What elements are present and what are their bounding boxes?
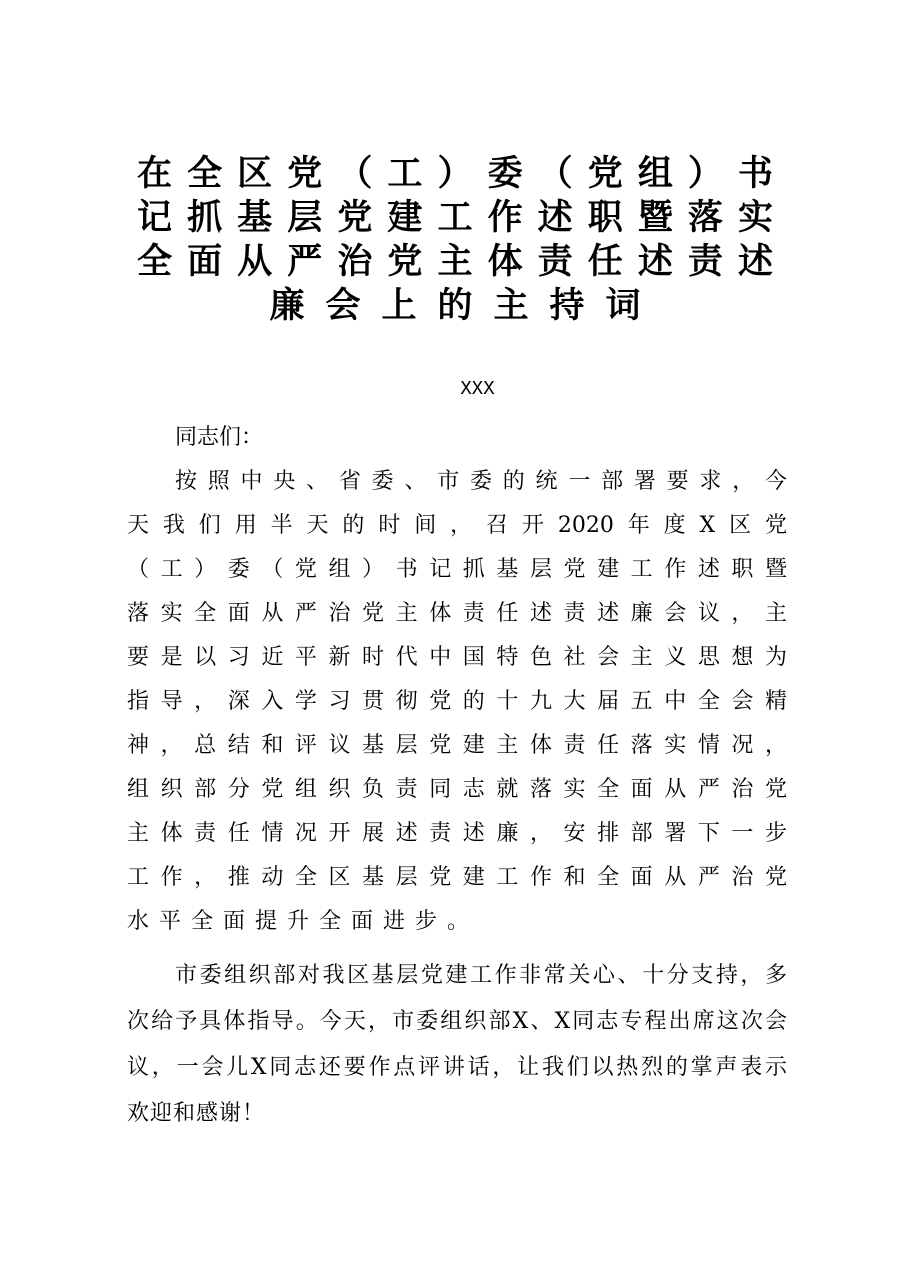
text-line: 要是以习近平新时代中国特色社会主义思想为 [127, 645, 787, 670]
text-line: 水平全面提升全面进步。 [127, 909, 480, 934]
text-line: 指导，深入学习贯彻党的十九大届五中全会精 [127, 689, 787, 714]
paragraph-1 [127, 460, 787, 944]
title-line: 记抓基层党建工作述职暨落实 [137, 198, 773, 238]
text-line: 市委组织部对我区基层党建工作非常关心、十分支持，多 [175, 963, 787, 988]
text-line: 次给予具体指导。今天，市委组织部X、X同志专程出席这次会 [127, 1009, 787, 1034]
salutation: 同志们： [175, 425, 264, 450]
paragraph-2 [127, 953, 787, 1137]
text-line: 天我们用半天的时间，召开2020年度X区党 [127, 513, 787, 538]
document-title [137, 152, 773, 328]
text-line: 组织部分党组织负责同志就落实全面从严治党 [127, 777, 787, 802]
author-name: XXX [460, 378, 495, 400]
text-line: （工）委（党组）书记抓基层党建工作述职暨 [127, 557, 787, 582]
text-line: 工作，推动全区基层党建工作和全面从严治党 [127, 865, 787, 890]
title-line: 全面从严治党主体责任述责述 [137, 242, 773, 282]
text-line: 神，总结和评议基层党建主体责任落实情况， [127, 733, 787, 758]
text-line: 议，一会儿X同志还要作点评讲话，让我们以热烈的掌声表示 [127, 1055, 787, 1080]
text-line: 按照中央、省委、市委的统一部署要求，今 [175, 469, 787, 494]
text-line: 落实全面从严治党主体责任述责述廉会议，主 [127, 601, 787, 626]
text-line: 主体责任情况开展述责述廉，安排部署下一步 [127, 821, 787, 846]
title-line: 廉会上的主持词 [269, 286, 662, 326]
title-line: 在全区党（工）委（党组）书 [137, 154, 773, 194]
text-line: 欢迎和感谢！ [127, 1101, 266, 1126]
